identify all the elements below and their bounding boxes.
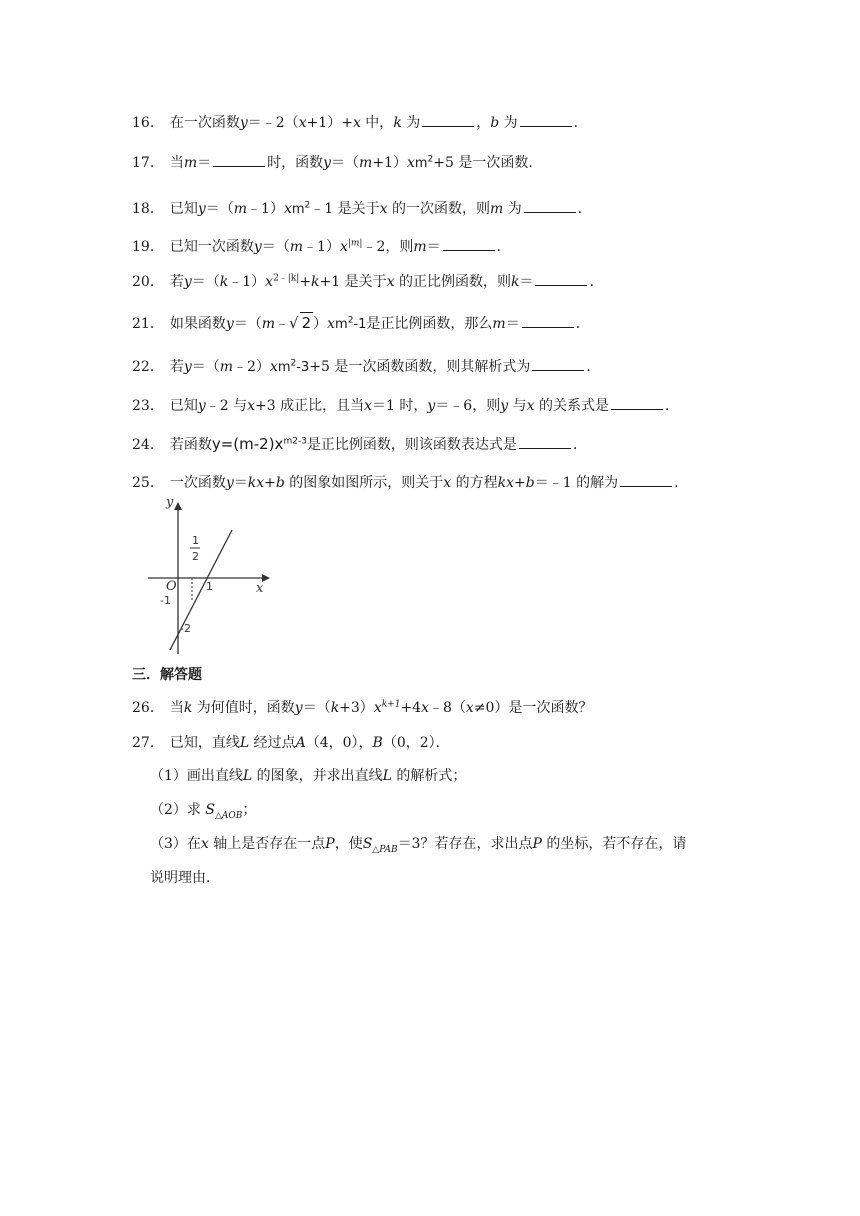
question-24: 24． 若函数$y=(m-2)x^{m2-3}$是正比例函数，则该函数表达式是 ．	[132, 435, 587, 453]
half-numerator: 1	[192, 534, 199, 547]
answer-blank[interactable]	[620, 472, 672, 487]
x-axis-label: x	[256, 581, 264, 596]
y-axis-arrow	[174, 502, 182, 510]
section-title: 三．解答题	[132, 667, 202, 683]
tick-label-1: 1	[206, 580, 213, 593]
answer-blank[interactable]	[422, 112, 474, 127]
linear-function-graph	[148, 494, 270, 654]
question-27-part-3-continued: 说明理由．	[150, 870, 220, 886]
question-21: 21． 如果函数y＝（m﹣√ 2 ）$xm^2-1$是正比例函数，那么m＝ ．	[132, 314, 590, 332]
answer-blank[interactable]	[520, 112, 572, 127]
question-27: 27． 已知，直线L 经过点A（4，0），B（0，2）．	[132, 735, 450, 751]
question-27-part-2: （2）求 $S_{\triangle AOB}$；	[150, 802, 257, 821]
question-18: 18． 已知$y=(m﹣1)xm^2﹣1$ 是关于x 的一次函数，则m 为 ．	[132, 198, 592, 220]
sqrt-symbol: √ 2	[289, 314, 312, 332]
answer-blank[interactable]	[524, 198, 576, 213]
question-27-part-1: （1）画出直线L 的图象，并求出直线L 的解析式；	[150, 768, 467, 784]
answer-blank[interactable]	[535, 271, 587, 286]
answer-blank[interactable]	[522, 313, 574, 328]
tick-label-neg2: -2	[180, 622, 191, 635]
answer-blank[interactable]	[519, 434, 571, 449]
question-26: 26． 当k 为何值时，函数$y=(k+3)x^{k+1}+4x﹣8(x\ne 0)$是一次函数？	[132, 699, 593, 716]
origin-label: O	[166, 579, 177, 594]
question-17: 17． 当m＝ 时，函数$y=(m+1)xm^2+5$ 是一次函数．	[132, 152, 542, 174]
question-25: 25． 一次函数y＝kx+b 的图象如图所示，则关于x 的方程kx+b＝﹣1 的解为 ．	[132, 472, 688, 493]
y-axis-label: y	[166, 495, 174, 510]
question-23: 23． 已知y﹣2 与x+3 成正比，且当x＝1 时，y＝﹣6，则y 与x 的关系式是 ．	[132, 395, 679, 416]
question-22: 22． 若$y=(m﹣2)xm^2-3+5$ 是一次函数函数，则其解析式为 ．	[132, 356, 600, 378]
question-16: 16． 在一次函数y＝﹣2（x+1）+x 中，k 为 ，b 为 ．	[132, 112, 588, 133]
question-19: 19． 已知一次函数$y=(m﹣1)x^{|m|}﹣2$，则m＝ ．	[132, 236, 511, 257]
question-27-part-3: （3）在x 轴上是否存在一点P，使$S_{\triangle PAB}=3$？若存在，求出点P 的坐标，若不存在，请	[150, 836, 687, 855]
half-denominator: 2	[192, 550, 199, 563]
answer-blank[interactable]	[443, 236, 495, 251]
tick-label-neg1: -1	[160, 594, 171, 607]
question-20: 20． 若$y=(k﹣1)x^{2﹣|k|}+k+1$ 是关于x 的正比例函数，则k＝ ．	[132, 271, 603, 292]
answer-blank[interactable]	[532, 356, 584, 371]
answer-blank[interactable]	[213, 152, 265, 167]
answer-blank[interactable]	[611, 395, 663, 410]
